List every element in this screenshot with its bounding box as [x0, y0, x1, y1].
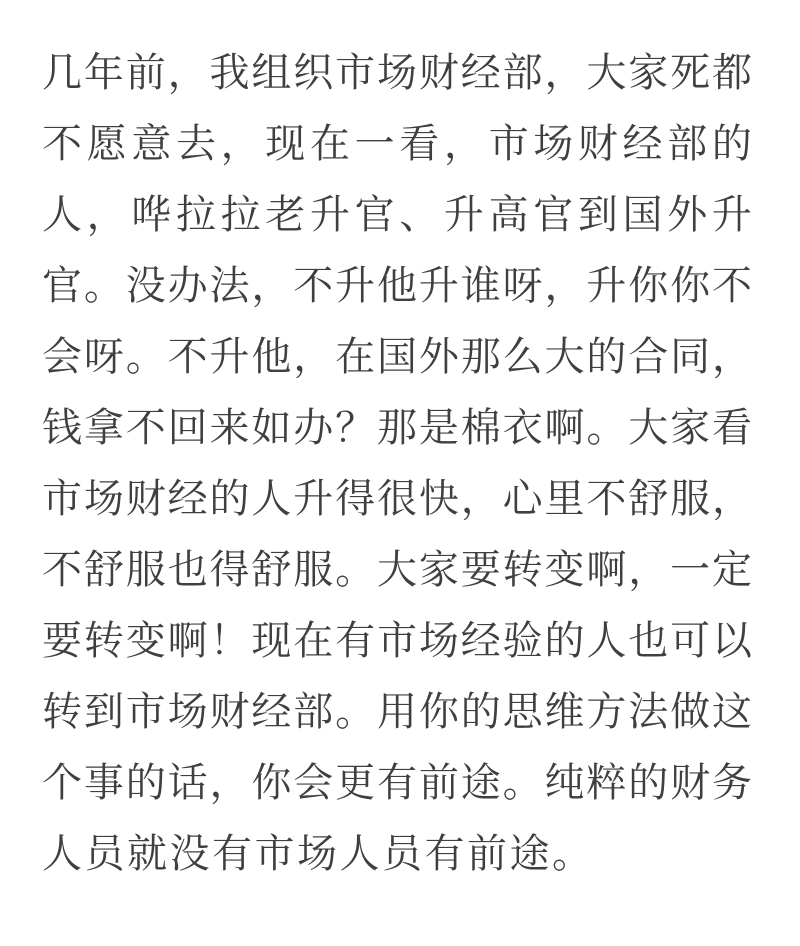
glyph: 做 — [670, 689, 711, 734]
glyph: 么 — [502, 334, 543, 379]
glyph: 得 — [209, 547, 250, 592]
glyph: 呀 — [83, 334, 124, 379]
glyph: 升 — [293, 476, 334, 521]
glyph: 在 — [309, 121, 350, 166]
glyph: 经 — [251, 689, 292, 734]
glyph: 看 — [712, 405, 752, 450]
text-line — [42, 179, 752, 250]
glyph: 升 — [418, 263, 459, 308]
glyph: 经 — [460, 618, 501, 663]
glyph: 人 — [251, 476, 292, 521]
glyph: 大 — [628, 405, 669, 450]
glyph: 老 — [265, 192, 306, 237]
glyph: 不 — [125, 405, 166, 450]
glyph: 舒 — [628, 476, 669, 521]
glyph: 织 — [293, 50, 334, 95]
text-line — [42, 321, 752, 392]
glyph: 人 — [586, 618, 627, 663]
glyph: 的 — [628, 760, 669, 805]
glyph: 舒 — [83, 547, 124, 592]
glyph: ， — [628, 547, 669, 592]
glyph: 前 — [418, 760, 459, 805]
glyph: 快 — [418, 476, 459, 521]
glyph: 场 — [83, 476, 124, 521]
glyph: 谁 — [460, 263, 501, 308]
glyph: 国 — [622, 192, 663, 237]
glyph: 外 — [418, 334, 459, 379]
glyph: 国 — [377, 334, 417, 379]
glyph: 到 — [577, 192, 618, 237]
glyph: 。 — [83, 263, 124, 308]
glyph: 衣 — [502, 405, 543, 450]
glyph: 看 — [399, 121, 440, 166]
glyph: ， — [220, 121, 261, 166]
glyph: 家 — [670, 405, 711, 450]
glyph: 的 — [586, 334, 627, 379]
glyph: 有 — [335, 618, 376, 663]
glyph: 他 — [377, 263, 417, 308]
glyph: 办 — [167, 263, 208, 308]
glyph: 啊 — [167, 618, 208, 663]
glyph: 。 — [502, 760, 543, 805]
glyph: 途 — [509, 831, 550, 876]
text-body — [42, 37, 752, 889]
glyph: 升 — [711, 192, 752, 237]
glyph: 市 — [254, 831, 295, 876]
glyph: 也 — [167, 547, 208, 592]
glyph: 都 — [712, 50, 752, 95]
glyph: 途 — [460, 760, 501, 805]
glyph: 话 — [167, 760, 208, 805]
glyph: 维 — [544, 689, 585, 734]
glyph: 家 — [628, 50, 669, 95]
glyph: 用 — [377, 689, 417, 734]
glyph: 一 — [670, 547, 711, 592]
text-line — [42, 463, 752, 534]
glyph: 回 — [167, 405, 208, 450]
glyph: 得 — [335, 476, 376, 521]
glyph: 在 — [335, 334, 376, 379]
glyph: 几 — [42, 50, 82, 95]
glyph: 哗 — [131, 192, 172, 237]
glyph: 场 — [418, 618, 459, 663]
glyph: ！ — [209, 618, 250, 663]
glyph: 这 — [712, 689, 752, 734]
glyph: 人 — [42, 831, 82, 876]
glyph: 个 — [42, 760, 82, 805]
glyph: ， — [251, 263, 292, 308]
glyph: 意 — [131, 121, 172, 166]
glyph: 部 — [667, 121, 708, 166]
glyph: 变 — [125, 618, 166, 663]
glyph: 升 — [209, 334, 250, 379]
glyph: 经 — [167, 476, 208, 521]
glyph: 要 — [42, 618, 82, 663]
glyph: 场 — [297, 831, 337, 876]
glyph: 的 — [209, 476, 250, 521]
glyph: 财 — [418, 50, 459, 95]
glyph: 可 — [670, 618, 711, 663]
glyph: ， — [544, 263, 585, 308]
glyph: 如 — [251, 405, 292, 450]
glyph: 外 — [667, 192, 708, 237]
glyph: 定 — [712, 547, 752, 592]
glyph: ， — [293, 334, 334, 379]
glyph: 法 — [628, 689, 669, 734]
text-line — [42, 250, 752, 321]
glyph: 的 — [711, 121, 752, 166]
glyph: 有 — [424, 831, 465, 876]
glyph: 很 — [377, 476, 417, 521]
glyph: 事 — [83, 760, 124, 805]
text-line — [42, 392, 752, 463]
glyph: 家 — [418, 547, 459, 592]
text-line — [42, 747, 752, 818]
glyph: 会 — [42, 334, 82, 379]
glyph: 部 — [293, 689, 334, 734]
glyph: 更 — [335, 760, 376, 805]
glyph: 大 — [377, 547, 417, 592]
glyph: 服 — [125, 547, 166, 592]
glyph: ， — [712, 334, 752, 379]
glyph: 高 — [488, 192, 529, 237]
glyph: 市 — [488, 121, 529, 166]
glyph: 。 — [552, 831, 592, 876]
glyph: 市 — [125, 689, 166, 734]
glyph: 到 — [83, 689, 124, 734]
glyph: 的 — [460, 689, 501, 734]
glyph: 。 — [335, 689, 376, 734]
glyph: 你 — [670, 263, 711, 308]
text-line — [42, 108, 752, 179]
glyph: 官 — [42, 263, 82, 308]
glyph: 不 — [712, 263, 752, 308]
glyph: 验 — [502, 618, 543, 663]
glyph: 就 — [127, 831, 167, 876]
glyph: 同 — [670, 334, 711, 379]
glyph: 拉 — [175, 192, 216, 237]
glyph: 市 — [335, 50, 376, 95]
glyph: 纯 — [544, 760, 585, 805]
glyph: 转 — [83, 618, 124, 663]
glyph: 转 — [502, 547, 543, 592]
glyph: 转 — [42, 689, 82, 734]
glyph: 心 — [502, 476, 543, 521]
glyph: 不 — [42, 121, 82, 166]
glyph: ， — [443, 121, 484, 166]
glyph: 。 — [586, 405, 627, 450]
glyph: 也 — [628, 618, 669, 663]
glyph: 一 — [354, 121, 395, 166]
glyph: 那 — [460, 334, 501, 379]
glyph: 场 — [377, 50, 417, 95]
glyph: 。 — [125, 334, 166, 379]
glyph: ， — [167, 50, 208, 95]
glyph: 场 — [167, 689, 208, 734]
text-line — [42, 818, 752, 889]
text-line — [42, 37, 752, 108]
glyph: 经 — [622, 121, 663, 166]
glyph: 财 — [125, 476, 166, 521]
glyph: ？ — [335, 405, 376, 450]
glyph: 你 — [628, 263, 669, 308]
glyph: 。 — [335, 547, 376, 592]
glyph: 以 — [712, 618, 752, 663]
glyph: 啊 — [586, 547, 627, 592]
glyph: 要 — [460, 547, 501, 592]
glyph: 务 — [712, 760, 752, 805]
glyph: 场 — [533, 121, 574, 166]
glyph: 官 — [533, 192, 574, 237]
glyph: 他 — [251, 334, 292, 379]
glyph: 你 — [418, 689, 459, 734]
glyph: 没 — [169, 831, 210, 876]
glyph: ， — [460, 476, 501, 521]
glyph: 不 — [42, 547, 82, 592]
glyph: 有 — [212, 831, 252, 876]
glyph: 方 — [586, 689, 627, 734]
glyph: ， — [544, 50, 585, 95]
glyph: 市 — [42, 476, 82, 521]
glyph: 思 — [502, 689, 543, 734]
glyph: 法 — [209, 263, 250, 308]
glyph: 现 — [265, 121, 306, 166]
glyph: 合 — [628, 334, 669, 379]
glyph: 财 — [670, 760, 711, 805]
glyph: 人 — [339, 831, 380, 876]
text-line — [42, 605, 752, 676]
glyph: 升 — [309, 192, 350, 237]
glyph: 、 — [399, 192, 440, 237]
glyph: 舒 — [251, 547, 292, 592]
glyph: 没 — [125, 263, 166, 308]
glyph: 呀 — [502, 263, 543, 308]
glyph: 官 — [354, 192, 395, 237]
glyph: 不 — [586, 476, 627, 521]
glyph: ， — [209, 760, 250, 805]
glyph: 那 — [377, 405, 417, 450]
glyph: 经 — [460, 50, 501, 95]
glyph: 拉 — [220, 192, 261, 237]
text-line — [42, 676, 752, 747]
glyph: 员 — [84, 831, 125, 876]
glyph: 拿 — [83, 405, 124, 450]
glyph: 部 — [502, 50, 543, 95]
glyph: 现 — [251, 618, 292, 663]
glyph: 钱 — [42, 405, 82, 450]
glyph: 啊 — [544, 405, 585, 450]
glyph: 组 — [251, 50, 292, 95]
glyph: 市 — [377, 618, 417, 663]
glyph: 的 — [125, 760, 166, 805]
glyph: 是 — [418, 405, 459, 450]
glyph: 办 — [293, 405, 334, 450]
glyph: 里 — [544, 476, 585, 521]
glyph: 升 — [335, 263, 376, 308]
glyph: 升 — [586, 263, 627, 308]
glyph: ， — [86, 192, 127, 237]
glyph: 人 — [42, 192, 82, 237]
glyph: 去 — [175, 121, 216, 166]
glyph: 服 — [670, 476, 711, 521]
glyph: 财 — [209, 689, 250, 734]
glyph: 前 — [467, 831, 507, 876]
glyph: 员 — [382, 831, 422, 876]
glyph: 棉 — [460, 405, 501, 450]
glyph: 大 — [586, 50, 627, 95]
glyph: 不 — [167, 334, 208, 379]
glyph: 粹 — [586, 760, 627, 805]
glyph: 你 — [251, 760, 292, 805]
glyph: 升 — [443, 192, 484, 237]
glyph: 年 — [83, 50, 124, 95]
glyph: 在 — [293, 618, 334, 663]
glyph: 财 — [577, 121, 618, 166]
glyph: 有 — [377, 760, 417, 805]
glyph: 愿 — [86, 121, 127, 166]
glyph: 的 — [544, 618, 585, 663]
glyph: 不 — [293, 263, 334, 308]
glyph: ， — [712, 476, 752, 521]
glyph: 变 — [544, 547, 585, 592]
glyph: 我 — [209, 50, 250, 95]
glyph: 会 — [293, 760, 334, 805]
glyph: 死 — [670, 50, 711, 95]
text-line — [42, 534, 752, 605]
glyph: 服 — [293, 547, 334, 592]
glyph: 大 — [544, 334, 585, 379]
glyph: 前 — [125, 50, 166, 95]
glyph: 来 — [209, 405, 250, 450]
